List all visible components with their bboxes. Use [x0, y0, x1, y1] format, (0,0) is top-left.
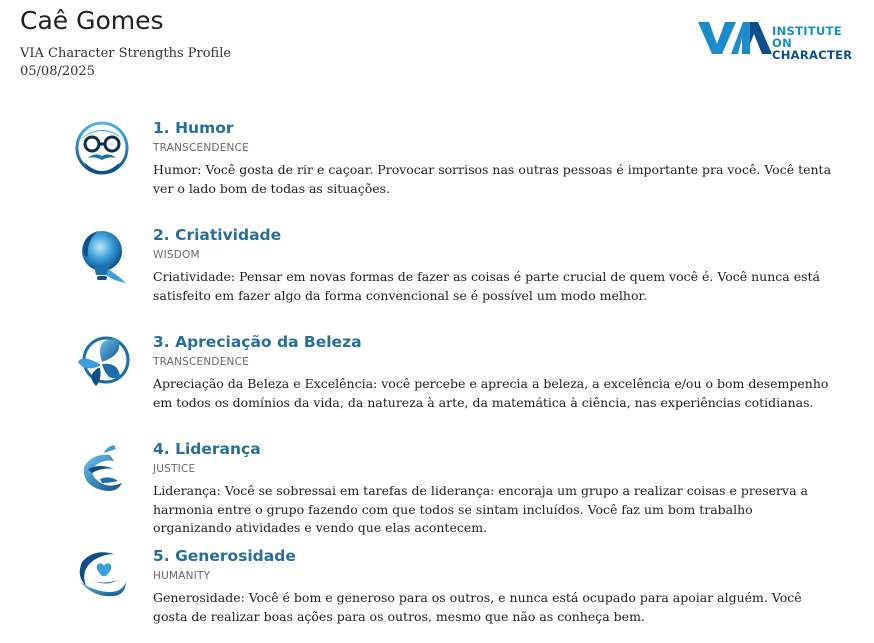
humor-glasses-mustache-icon	[74, 118, 130, 178]
profile-date: 05/08/2025	[20, 64, 95, 79]
strength-virtue: TRANSCENDENCE	[153, 142, 249, 154]
strength-virtue: HUMANITY	[153, 570, 211, 582]
strength-description: Criatividade: Pensar em novas formas de fazer as coisas é parte crucial de quem você é. Você nunca está satisfeito em fazer algo da forma convencional se é possível um modo melhor.	[153, 269, 820, 303]
strength-title: 5. Generosidade	[153, 547, 296, 565]
heart-hand-icon	[74, 546, 130, 606]
leadership-swirl-icon	[74, 439, 130, 499]
logo-line-1: INSTITUTE ON	[772, 24, 842, 50]
strength-virtue: JUSTICE	[153, 463, 196, 475]
strength-description: Apreciação da Beleza e Excelência: você percebe e aprecia a beleza, a excelência e/ou o bom desempenho em todos os domínios da vida, da natureza à arte, da matemática à ciência, nas experiências cotidianas.	[153, 376, 829, 410]
via-institute-logo	[698, 18, 858, 62]
logo-line-2: CHARACTER	[772, 48, 853, 62]
strength-title: 2. Criatividade	[153, 226, 282, 244]
strength-description: Liderança: Você se sobressai em tarefas de liderança: encoraja um grupo a realizar coisas e preserva a harmonia entre o grupo fazendo com que todos se sintam incluídos. Você faz um bom trabalho organizando atividades e vendo que elas acontecem.	[153, 483, 808, 535]
strength-title: 1. Humor	[153, 119, 234, 137]
strength-description: Humor: Você gosta de rir e caçoar. Provocar sorrisos nas outras pessoas é importante pra você. Você tenta ver o lado bom de todas as situações.	[153, 162, 832, 196]
strength-description: Generosidade: Você é bom e generoso para os outros, e nunca está ocupado para apoiar alguém. Você gosta de realizar boas ações para os outros, mesmo que não as conheça bem.	[153, 590, 802, 624]
strength-title: 3. Apreciação da Beleza	[153, 333, 362, 351]
via-logo-mark-icon	[698, 18, 772, 58]
strength-virtue: WISDOM	[153, 249, 200, 261]
strength-title: 4. Liderança	[153, 440, 261, 458]
butterfly-icon	[74, 332, 130, 392]
profile-header	[20, 6, 231, 81]
person-name: Caê Gomes	[20, 6, 164, 35]
logo-text	[772, 25, 858, 61]
strength-virtue: TRANSCENDENCE	[153, 356, 249, 368]
profile-subtitle: VIA Character Strengths Profile	[20, 46, 232, 61]
lightbulb-icon	[74, 225, 130, 285]
